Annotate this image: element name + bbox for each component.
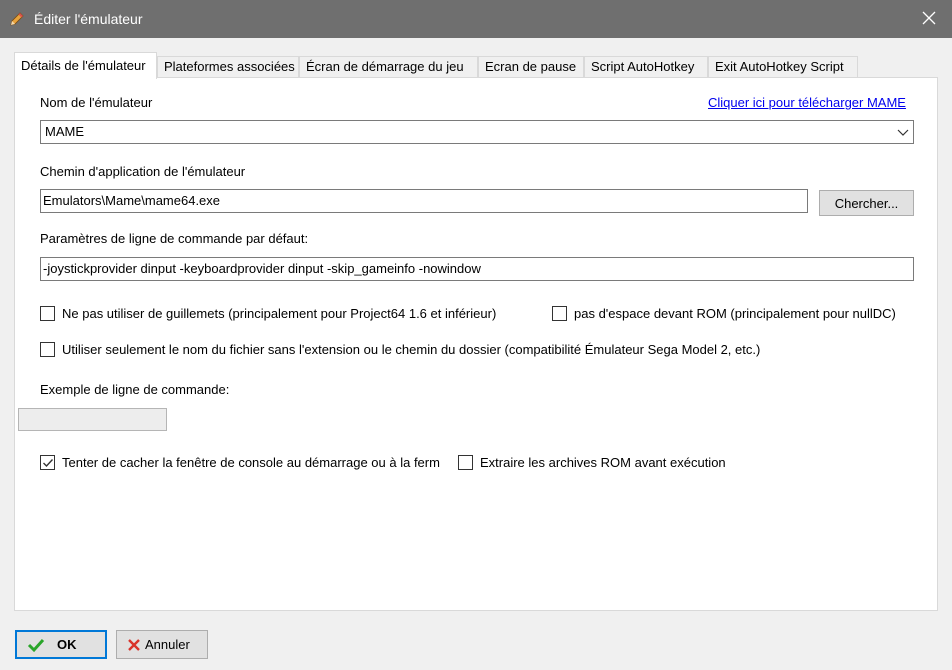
no-space-checkbox[interactable] [552,306,567,321]
ok-button[interactable] [15,630,107,659]
tab-exit-autohotkey-script[interactable]: Exit AutoHotkey Script [708,56,858,78]
no-quotes-checkbox[interactable] [40,306,55,321]
filename-only-checkbox[interactable] [40,342,55,357]
extract-rom-label: Extraire les archives ROM avant exécution [480,455,726,470]
tab-autohotkey-script[interactable]: Script AutoHotkey [584,56,708,78]
example-command-box [18,408,167,431]
browse-button[interactable]: Chercher... [819,190,914,216]
download-mame-link[interactable]: Cliquer ici pour télécharger MAME [708,95,906,110]
filename-only-label: Utiliser seulement le nom du fichier sans l'extension ou le chemin du dossier (compatibilité Émulateur Sega Model 2, etc.) [62,342,761,357]
app-path-input[interactable]: Emulators\Mame\mame64.exe [40,189,808,213]
app-path-label: Chemin d'application de l'émulateur [40,164,246,179]
tab-emulator-details[interactable]: Détails de l'émulateur [14,52,157,79]
close-button[interactable] [906,0,952,38]
ok-label: OK [57,637,77,652]
window-title: Éditer l'émulateur [34,11,143,27]
cancel-button[interactable] [116,630,208,659]
checkmark-icon [27,637,45,653]
cancel-label: Annuler [145,637,190,652]
emulator-name-value: MAME [45,124,84,139]
tab-associated-platforms[interactable]: Plateformes associées [157,56,299,78]
hide-console-label: Tenter de cacher la fenêtre de console au démarrage ou à la ferm [62,455,440,470]
example-command-label: Exemple de ligne de commande: [40,382,230,397]
no-quotes-label: Ne pas utiliser de guillemets (principalement pour Project64 1.6 et inférieur) [62,306,497,321]
hide-console-checkbox[interactable] [40,455,55,470]
pencil-icon [9,11,25,27]
cancel-x-icon [127,638,141,652]
emulator-name-combobox[interactable] [40,120,914,144]
tab-pause-screen[interactable]: Ecran de pause [478,56,584,78]
command-params-label: Paramètres de ligne de commande par défaut: [40,231,309,246]
no-space-label: pas d'espace devant ROM (principalement pour nullDC) [574,306,896,321]
title-bar [0,0,952,38]
chevron-down-icon [897,125,909,139]
emulator-name-label: Nom de l'émulateur [40,95,153,110]
command-params-input[interactable]: -joystickprovider dinput -keyboardprovider dinput -skip_gameinfo -nowindow [40,257,914,281]
extract-rom-checkbox[interactable] [458,455,473,470]
tab-game-startup-screen[interactable]: Écran de démarrage du jeu [299,56,478,78]
close-icon [922,11,936,28]
